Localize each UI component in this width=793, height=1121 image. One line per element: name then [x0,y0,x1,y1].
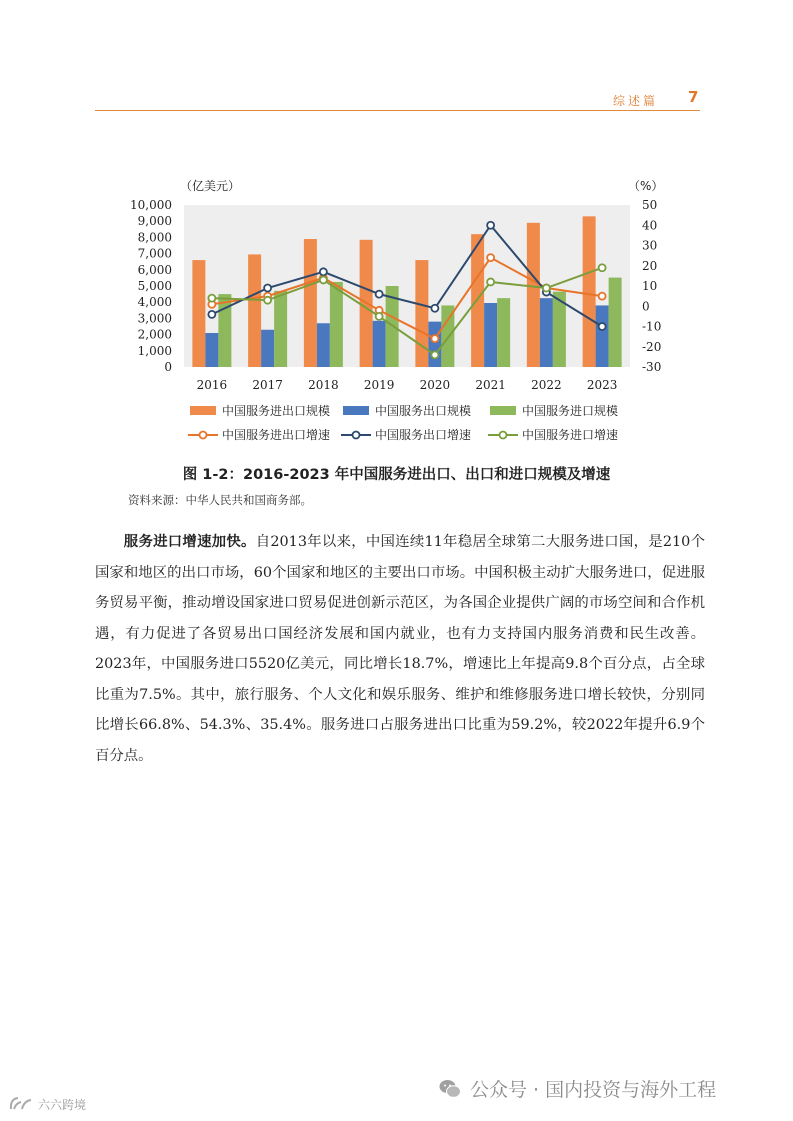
bar [205,333,218,367]
left-axis-tick-label: 10,000 [130,198,172,212]
x-tick-label: 2021 [475,378,506,392]
right-axis-tick-label: 40 [642,218,658,233]
bar [484,303,497,367]
line-point [431,305,438,312]
right-axis-tick-label: 50 [642,198,658,212]
corner-watermark [8,1095,86,1113]
legend-swatch [490,406,516,415]
bar [540,298,553,367]
line-point [487,222,494,229]
legend-marker [500,432,507,439]
line-point [599,323,606,330]
bar [261,330,274,367]
line-point [376,313,383,320]
x-axis-ticks [197,378,618,392]
x-tick-label: 2023 [586,378,618,392]
bar [428,322,441,367]
line-point [320,268,327,275]
bar [497,298,510,367]
wechat-icon [438,1077,462,1101]
x-tick-label: 2019 [363,378,395,392]
bar [527,223,540,367]
legend-label: 中国服务出口增速 [375,428,472,442]
right-axis-tick-label: 0 [642,299,650,314]
line-point [376,291,383,298]
corner-watermark-text: 六六跨境 [38,1097,87,1112]
x-tick-label: 2017 [252,378,283,392]
figure-caption: 图 1-2：2016-2023 年中国服务进出口、出口和进口规模及增速 [182,467,611,483]
line-point [487,254,494,261]
line-point [264,285,271,292]
line-point [599,293,606,300]
left-axis-tick-label: 6,000 [137,262,172,277]
corner-logo-icon [8,1095,34,1113]
left-axis-tick-label: 9,000 [137,214,172,229]
left-axis-ticks [130,198,172,374]
line-point [431,335,438,342]
right-axis-tick-label: 30 [642,238,658,253]
bar [304,239,317,367]
header-page-number: 7 [688,88,699,106]
legend-swatch [343,406,369,415]
left-axis-tick-label: 1,000 [137,343,172,358]
paragraph-lead: 服务进口增速加快。 [123,533,256,550]
legend-marker [200,432,207,439]
body-paragraph [95,527,705,771]
right-axis-tick-label: -30 [642,360,662,374]
right-axis-ticks [642,198,661,374]
legend-label: 中国服务进出口增速 [222,428,331,442]
line-point [264,297,271,304]
x-tick-label: 2020 [419,378,451,392]
bar [373,321,386,367]
bar [583,216,596,367]
legend-label: 中国服务出口规模 [375,404,472,418]
left-axis-tick-label: 3,000 [137,311,172,326]
line-point [208,311,215,318]
right-axis-unit: （%） [628,179,664,193]
left-axis-tick-label: 0 [164,360,172,374]
bar [609,278,622,367]
service-trade-chart [120,175,664,455]
legend-label: 中国服务进出口规模 [222,404,331,418]
bar [596,305,609,367]
chart-legend [188,403,618,442]
bar [415,260,428,367]
paragraph-text: 自2013年以来，中国连续11年稳居全球第二大服务进口国，是210个国家和地区的出口市场，60个国家和地区的主要出口市场。中国积极主动扩大服务进口，促进服务贸易平衡，推动增设国家进口贸易促进创新示范区，为各国企业提供广阔的市场空间和合作机遇，有力促进了各贸易出口国经济发展和国内就业，也有力支持国内服务消费和民生改善。2023年，中国服务进口5520亿美元，同比增长18.7%，增速比上年提高9.8个百分点，占全球比重为7.5%。其中，旅行服务、个人文化和娱乐服务、维护和维修服务进口增长较快，分别同比增长66.8%、54.3%、35.4%。服务进口占服务进出口比重为59.2%，较2022年提升6.9个百分点。 [95,534,705,764]
figure-source: 资料来源：中华人民共和国商务部。 [128,493,312,507]
bar [192,260,205,367]
x-tick-label: 2016 [196,378,228,392]
right-axis-tick-label: 10 [642,279,658,293]
line-point [487,278,494,285]
right-axis-tick-label: -20 [642,339,662,354]
legend-swatch [190,406,216,415]
line-point [320,276,327,283]
left-axis-tick-label: 8,000 [137,230,172,245]
left-axis-tick-label: 7,000 [137,246,172,261]
right-axis-tick-label: -10 [642,319,662,334]
footer-watermark-text: 公众号 · 国内投资与海外工程 [470,1079,717,1101]
bar [317,323,330,367]
line-point [208,295,215,302]
left-axis-tick-label: 5,000 [137,279,172,293]
line-point [599,264,606,271]
bar [248,254,261,367]
x-tick-label: 2022 [531,378,562,392]
left-axis-tick-label: 4,000 [137,295,172,310]
left-axis-unit: （亿美元） [180,179,241,193]
legend-label: 中国服务进口增速 [522,428,619,442]
bar [274,291,287,367]
x-tick-label: 2018 [308,378,339,392]
legend-label: 中国服务进口规模 [522,404,619,418]
header-section-title: 综述篇 [613,94,659,108]
header-divider [95,110,700,111]
line-point [543,285,550,292]
legend-marker [353,432,360,439]
right-axis-tick-label: 20 [642,258,658,273]
left-axis-tick-label: 2,000 [137,327,172,342]
footer-watermark [438,1075,716,1102]
line-point [431,351,438,358]
bar [330,282,343,367]
